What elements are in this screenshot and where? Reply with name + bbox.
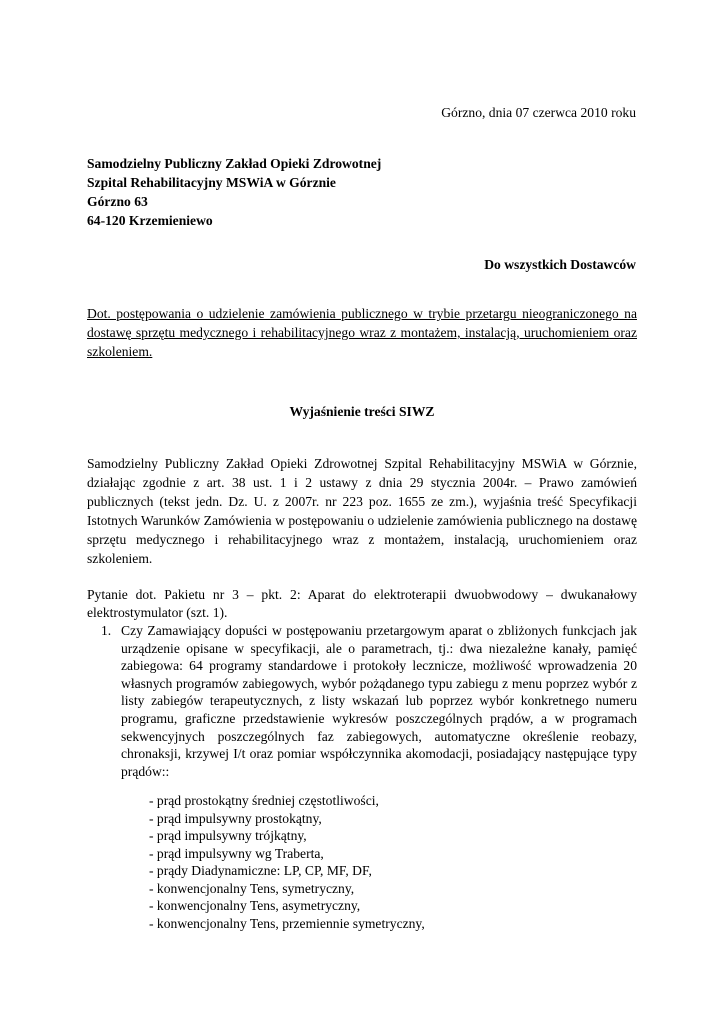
sender-line: 64-120 Krzemieniewo [87, 213, 213, 228]
subject-paragraph: Dot. postępowania o udzielenie zamówienia publicznego w trybie przetargu nieograniczonego na dostawę sprzętu medycznego i rehabilitacyjnego wraz z montażem, instalacją, uruchomieniem oraz szkoleniem. [87, 306, 637, 359]
current-type-item: - prądy Diadynamiczne: LP, CP, MF, DF, [149, 863, 372, 878]
sender-line: Górzno 63 [87, 194, 148, 209]
question-item [87, 622, 637, 780]
date-line: Górzno, dnia 07 czerwca 2010 roku [441, 105, 636, 120]
sender-address [87, 154, 381, 230]
current-type-item: - prąd impulsywny prostokątny, [149, 810, 322, 826]
sender-line: Szpital Rehabilitacyjny MSWiA w Górznie [87, 175, 336, 190]
sender-line: Samodzielny Publiczny Zakład Opieki Zdrowotnej [87, 156, 382, 171]
intro-paragraph: Samodzielny Publiczny Zakład Opieki Zdrowotnej Szpital Rehabilitacyjny MSWiA w Górznie, działając zgodnie z art. 38 ust. 1 i 2 ustawy z dnia 29 stycznia 2004r. – Prawo zamówień publicznych (tekst jedn. Dz. U. z 2007r. nr 223 poz. 1655 ze zm.), wyjaśnia treść Specyfikacji Istotnych Warunków Zamówienia w postępowaniu o udzielenie zamówienia publicznego na dostawę sprzętu medycznego i rehabilitacyjnego wraz z montażem, instalacją, uruchomieniem oraz szkoleniem. [87, 456, 637, 566]
question-text: Czy Zamawiający dopuści w postępowaniu przetargowym aparat o zbliżonych funkcjach jak urządzenie opisane w specyfikacji, ale o parametrach, tj.: dwa niezależne kanały, pamięć zabiegowa: 64 programy standardowe i protokoły lecznicze, możliwość wprowadzenia 20 własnych programów zabiegowych, wybór pożądanego typu zabiegu z menu poprzez wybór z listy zabiegów terapeutycznych, z listy wskazań lub poprzez wybór konkretnego numeru programu, graficzne przedstawienie wykresów poszczególnych prądów, a w programach sekwencyjnych poszczególnych faz zabiegowych, automatyczne określenie reobazy, chronaksji, krzywej I/t oraz pomiar współczynnika akomodacji, posiadający następujące typy prądów:: [121, 623, 637, 779]
current-type-item: - prąd prostokątny średniej częstotliwości, [149, 793, 379, 808]
current-type-item: - konwencjonalny Tens, przemiennie symetryczny, [149, 915, 425, 931]
recipient-line: Do wszystkich Dostawców [484, 257, 636, 272]
question-heading: Pytanie dot. Pakietu nr 3 – pkt. 2: Aparat do elektroterapii dwuobwodowy – dwukanałowy elektrostymulator (szt. 1). [87, 587, 637, 620]
document-title: Wyjaśnienie treści SIWZ [289, 404, 435, 419]
current-type-item: - prąd impulsywny trójkątny, [149, 828, 307, 843]
current-type-item: - konwencjonalny Tens, symetryczny, [149, 880, 355, 896]
current-type-item: - konwencjonalny Tens, asymetryczny, [149, 898, 361, 913]
current-type-item: - prąd impulsywny wg Traberta, [149, 845, 324, 861]
current-types-list [87, 792, 649, 932]
question-number: 1. [101, 623, 112, 638]
question-list [87, 622, 637, 780]
